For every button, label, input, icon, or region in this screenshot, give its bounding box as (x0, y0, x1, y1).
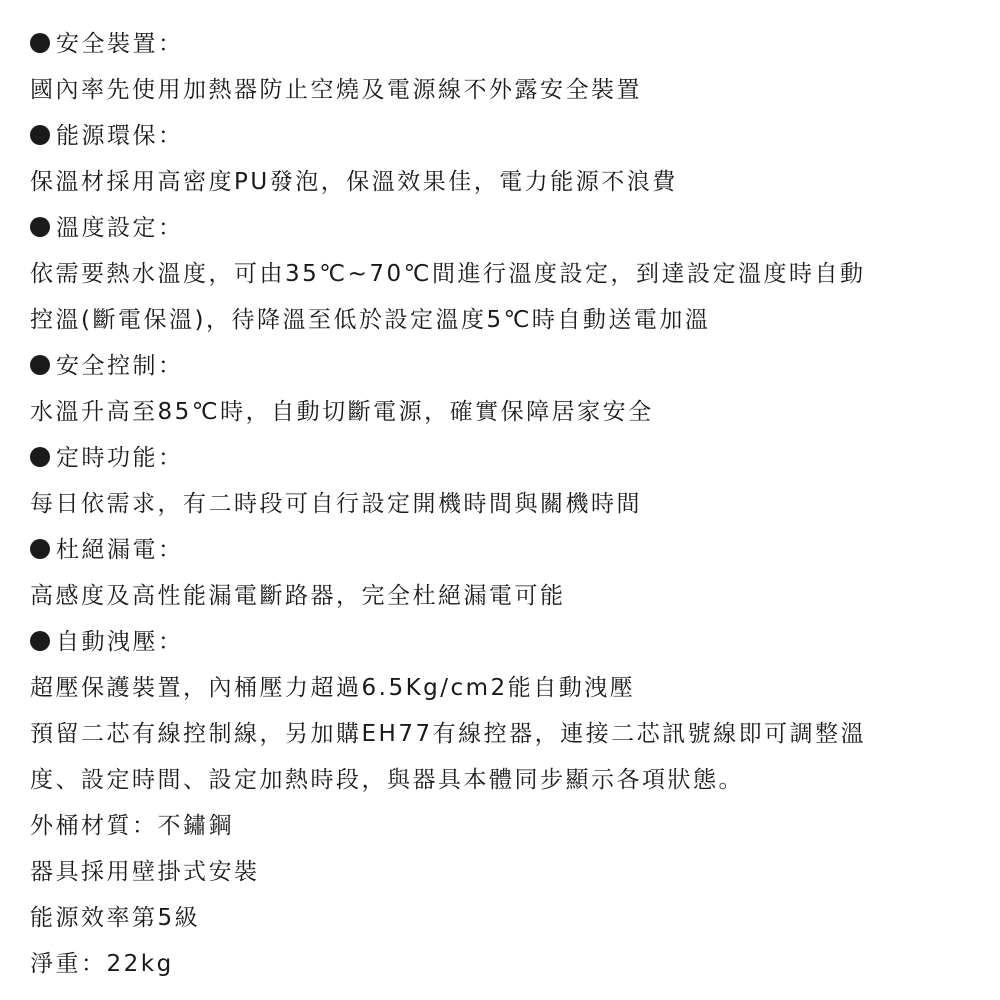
bullet-icon (30, 217, 50, 237)
body-line: 外桶材質：不鏽鋼 (30, 813, 234, 839)
body-line: 能源效率第5級 (30, 905, 201, 931)
body-line: 超壓保護裝置，內桶壓力超過6.5Kg/cm2能自動洩壓 (30, 675, 636, 701)
body-line: 控溫(斷電保溫)，待降溫至低於設定溫度5℃時自動送電加溫 (30, 307, 711, 333)
section-heading (30, 343, 980, 389)
body-line: 預留二芯有線控制線，另加購EH77有線控器，連接二芯訊號線即可調整溫 (30, 721, 867, 747)
heading-text: 能源環保： (56, 123, 184, 149)
bullet-icon (30, 539, 50, 559)
section-heading (30, 435, 980, 481)
bullet-icon (30, 355, 50, 375)
section-heading (30, 527, 980, 573)
section-heading (30, 619, 980, 665)
section-heading (30, 205, 980, 251)
body-line: 高感度及高性能漏電斷路器，完全杜絕漏電可能 (30, 583, 566, 609)
body-line: 依需要熱水溫度，可由35℃~70℃間進行溫度設定，到達設定溫度時自動 (30, 261, 866, 287)
heading-text: 安全裝置： (56, 31, 184, 57)
body-line: 保溫材採用高密度PU發泡，保溫效果佳，電力能源不浪費 (30, 169, 678, 195)
bullet-icon (30, 125, 50, 145)
body-line: 每日依需求，有二時段可自行設定開機時間與關機時間 (30, 491, 642, 517)
heading-text: 定時功能： (56, 445, 184, 471)
body-line: 國內率先使用加熱器防止空燒及電源線不外露安全裝置 (30, 77, 642, 103)
body-line: 度、設定時間、設定加熱時段，與器具本體同步顯示各項狀態。 (30, 767, 744, 793)
bullet-icon (30, 631, 50, 651)
spec-list (30, 21, 980, 987)
heading-text: 杜絕漏電： (56, 537, 184, 563)
body-line: 水溫升高至85℃時，自動切斷電源，確實保障居家安全 (30, 399, 654, 425)
section-heading (30, 113, 980, 159)
heading-text: 自動洩壓： (56, 629, 184, 655)
heading-text: 溫度設定： (56, 215, 184, 241)
bullet-icon (30, 447, 50, 467)
heading-text: 安全控制： (56, 353, 184, 379)
body-line: 器具採用壁掛式安裝 (30, 859, 260, 885)
bullet-icon (30, 33, 50, 53)
section-heading (30, 21, 980, 67)
body-line: 淨重：22kg (30, 951, 174, 977)
